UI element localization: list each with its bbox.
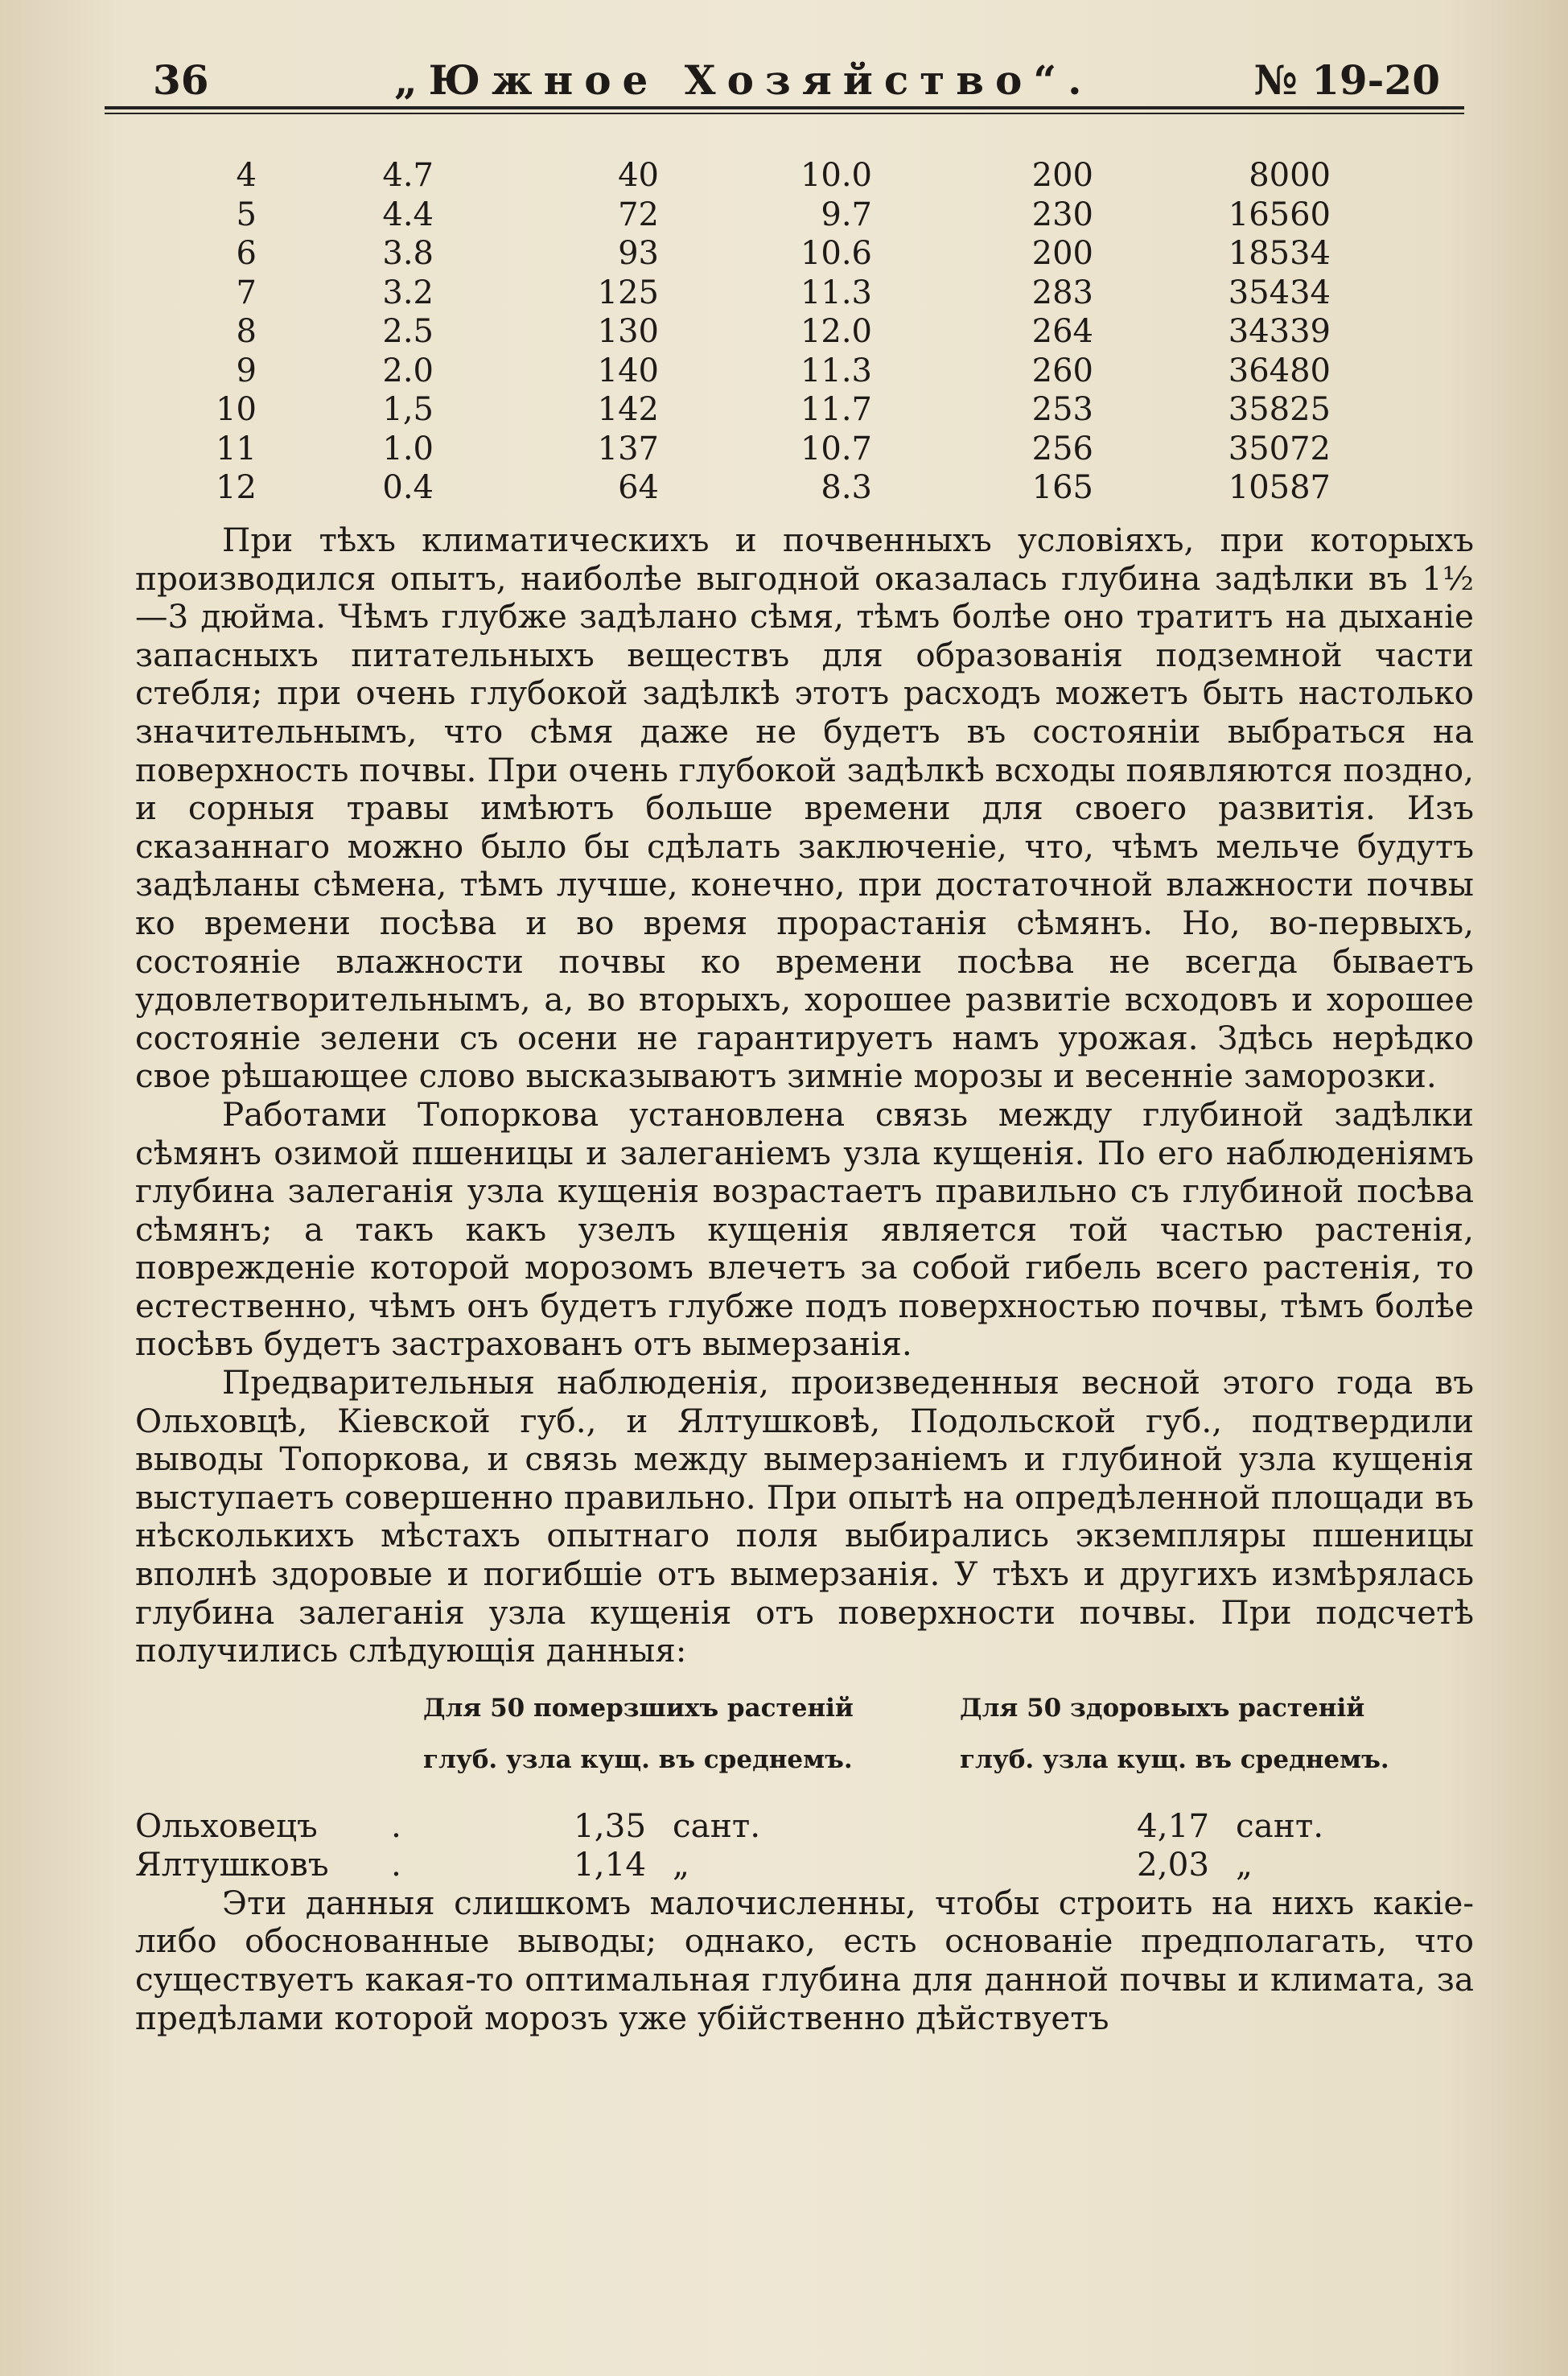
table-cell: 7 xyxy=(236,274,257,311)
depth-table-header xyxy=(135,1670,1474,1807)
table-cell: 130 xyxy=(597,313,659,350)
table-cell: 3.8 xyxy=(382,235,434,272)
journal-title: „Южное Хозяйство“. xyxy=(394,56,1093,104)
table-cell: 10.0 xyxy=(800,157,872,194)
header-rule xyxy=(105,106,1464,109)
page-header xyxy=(105,50,1472,110)
table-cell: 12.0 xyxy=(800,313,872,350)
data-table xyxy=(0,157,1568,509)
leader-dot: . xyxy=(391,1806,401,1845)
table-row xyxy=(0,274,1568,314)
table-cell: 3.2 xyxy=(382,274,434,311)
table-cell: 93 xyxy=(618,235,659,272)
healthy-unit: сант. xyxy=(1236,1806,1324,1845)
table-cell: 10587 xyxy=(1228,469,1331,506)
frozen-depth: 1,35 xyxy=(574,1806,647,1845)
healthy-header-line2: глуб. узла кущ. въ среднемъ. xyxy=(960,1744,1389,1774)
table-cell: 10 xyxy=(216,391,257,428)
table-cell: 4.7 xyxy=(382,157,434,194)
table-cell: 11.7 xyxy=(800,391,872,428)
frozen-unit: „ xyxy=(673,1844,689,1884)
table-cell: 34339 xyxy=(1228,313,1331,350)
table-cell: 36480 xyxy=(1228,352,1331,389)
table-cell: 6 xyxy=(236,235,257,272)
table-cell: 140 xyxy=(597,352,659,389)
body-text xyxy=(135,521,1474,2037)
table-cell: 40 xyxy=(618,157,659,194)
table-cell: 10.7 xyxy=(800,430,872,467)
table-row xyxy=(0,157,1568,196)
table-cell: 5 xyxy=(236,196,257,233)
healthy-depth: 4,17 xyxy=(1137,1806,1210,1845)
paragraph: Работами Топоркова установлена связь между глубиной задѣлки сѣмянъ озимой пшеницы и залеганіемъ узла кущенія. По его наблюденіямъ глубина залеганія узла кущенія возрастаетъ правильно съ глубиной посѣва сѣмянъ; а такъ какъ узелъ кущенія является той частью растенія, поврежденіе которой морозомъ влечетъ за собой гибель всего растенія, то естественно, чѣмъ онъ будетъ глубже подъ поверхностью почвы, тѣмъ болѣе посѣвъ будетъ застрахованъ отъ вымерзанія. xyxy=(135,1094,1474,1364)
table-cell: 165 xyxy=(1031,469,1093,506)
table-cell: 137 xyxy=(597,430,659,467)
frozen-unit: сант. xyxy=(673,1806,761,1845)
table-row xyxy=(0,235,1568,274)
table-cell: 64 xyxy=(618,469,659,506)
place-name: Ольховецъ xyxy=(135,1806,318,1845)
table-cell: 18534 xyxy=(1228,235,1331,272)
depth-row xyxy=(135,1807,1474,1846)
table-cell: 11.3 xyxy=(800,352,872,389)
table-cell: 264 xyxy=(1031,313,1093,350)
table-cell: 200 xyxy=(1031,235,1093,272)
table-cell: 35072 xyxy=(1228,430,1331,467)
table-cell: 35825 xyxy=(1228,391,1331,428)
frozen-header-line2: глуб. узла кущ. въ среднемъ. xyxy=(423,1744,853,1774)
table-cell: 1,5 xyxy=(382,391,434,428)
table-cell: 230 xyxy=(1031,196,1093,233)
table-cell: 10.6 xyxy=(800,235,872,272)
paragraph: Эти данныя слишкомъ малочисленны, чтобы строить на нихъ какіе-либо обоснованные выводы; однако, есть основаніе предполагать, что существуетъ какая-то оптимальная глубина для данной почвы и климата, за предѣлами которой морозъ уже убійственно дѣйствуетъ xyxy=(135,1883,1474,2037)
healthy-unit: „ xyxy=(1236,1844,1253,1884)
header-rule-thin xyxy=(105,113,1464,114)
table-cell: 256 xyxy=(1031,430,1093,467)
paragraph: При тѣхъ климатическихъ и почвенныхъ условіяхъ, при которыхъ производился опытъ, наиболѣе выгодной оказалась глубина задѣлки въ 1½—3 дюйма. Чѣмъ глубже задѣлано сѣмя, тѣмъ болѣе оно тратитъ на дыханіе запасныхъ питательныхъ веществъ для образованія подземной части стебля; при очень глубокой задѣлкѣ этотъ расходъ можетъ быть настолько значительнымъ, что сѣмя даже не будетъ въ состояніи выбраться на поверхность почвы. При очень глубокой задѣлкѣ всходы появляются поздно, и сорныя травы имѣютъ больше времени для своего развитія. Изъ сказаннаго можно было бы сдѣлать заключеніе, что, чѣмъ мельче будутъ задѣланы сѣмена, тѣмъ лучше, конечно, при достаточной влажности почвы ко времени посѣва и во время прорастанія сѣмянъ. Но, во-первыхъ, состояніе влажности почвы ко времени посѣва не всегда бываетъ удовлетворительнымъ, а, во вторыхъ, хорошее развитіе всходовъ и хорошее состояніе зелени съ осени не гарантируетъ намъ урожая. Здѣсь нерѣдко свое рѣшающее слово высказываютъ зимніе морозы и весенніе заморозки. xyxy=(135,521,1474,1096)
table-cell: 253 xyxy=(1031,391,1093,428)
table-cell: 260 xyxy=(1031,352,1093,389)
page-number: 36 xyxy=(153,56,209,104)
table-row xyxy=(0,391,1568,430)
place-name: Ялтушковъ xyxy=(135,1844,329,1884)
paragraph: Предварительныя наблюденія, произведенныя весной этого года въ Ольховцѣ, Кіевской губ., и Ялтушковѣ, Подольской губ., подтвердили выводы Топоркова, и связь между вымерзаніемъ и глубиной узла кущенія выступаетъ совершенно правильно. При опытѣ на опредѣленной площади въ нѣсколькихъ мѣстахъ опытнаго поля выбирались экземпляры пшеницы вполнѣ здоровые и погибшіе отъ вымерзанія. У тѣхъ и другихъ измѣрялась глубина залеганія узла кущенія отъ поверхности почвы. При подсчетѣ получились слѣдующія данныя: xyxy=(135,1363,1474,1670)
frozen-depth: 1,14 xyxy=(574,1844,647,1884)
table-cell: 9 xyxy=(236,352,257,389)
frozen-header-line1: Для 50 померзшихъ растеній xyxy=(423,1693,854,1723)
table-row xyxy=(0,352,1568,392)
table-cell: 200 xyxy=(1031,157,1093,194)
table-row xyxy=(0,196,1568,236)
issue-number: № 19-20 xyxy=(1253,56,1440,104)
table-cell: 8000 xyxy=(1249,157,1331,194)
table-cell: 8 xyxy=(236,313,257,350)
table-cell: 11.3 xyxy=(800,274,872,311)
table-cell: 4.4 xyxy=(382,196,434,233)
table-cell: 12 xyxy=(216,469,257,506)
healthy-depth: 2,03 xyxy=(1137,1844,1210,1884)
table-row xyxy=(0,430,1568,470)
table-cell: 8.3 xyxy=(821,469,872,506)
table-cell: 35434 xyxy=(1228,274,1331,311)
table-cell: 2.0 xyxy=(382,352,434,389)
table-cell: 142 xyxy=(597,391,659,428)
table-cell: 9.7 xyxy=(821,196,872,233)
table-cell: 283 xyxy=(1031,274,1093,311)
table-cell: 2.5 xyxy=(382,313,434,350)
table-cell: 125 xyxy=(597,274,659,311)
table-cell: 0.4 xyxy=(382,469,434,506)
table-row xyxy=(0,469,1568,509)
table-cell: 11 xyxy=(216,430,257,467)
table-cell: 4 xyxy=(236,157,257,194)
table-row xyxy=(0,313,1568,352)
healthy-header-line1: Для 50 здоровыхъ растеній xyxy=(960,1693,1365,1723)
leader-dot: . xyxy=(391,1844,401,1884)
table-cell: 1.0 xyxy=(382,430,434,467)
table-cell: 16560 xyxy=(1228,196,1331,233)
depth-row xyxy=(135,1846,1474,1884)
table-cell: 72 xyxy=(618,196,659,233)
